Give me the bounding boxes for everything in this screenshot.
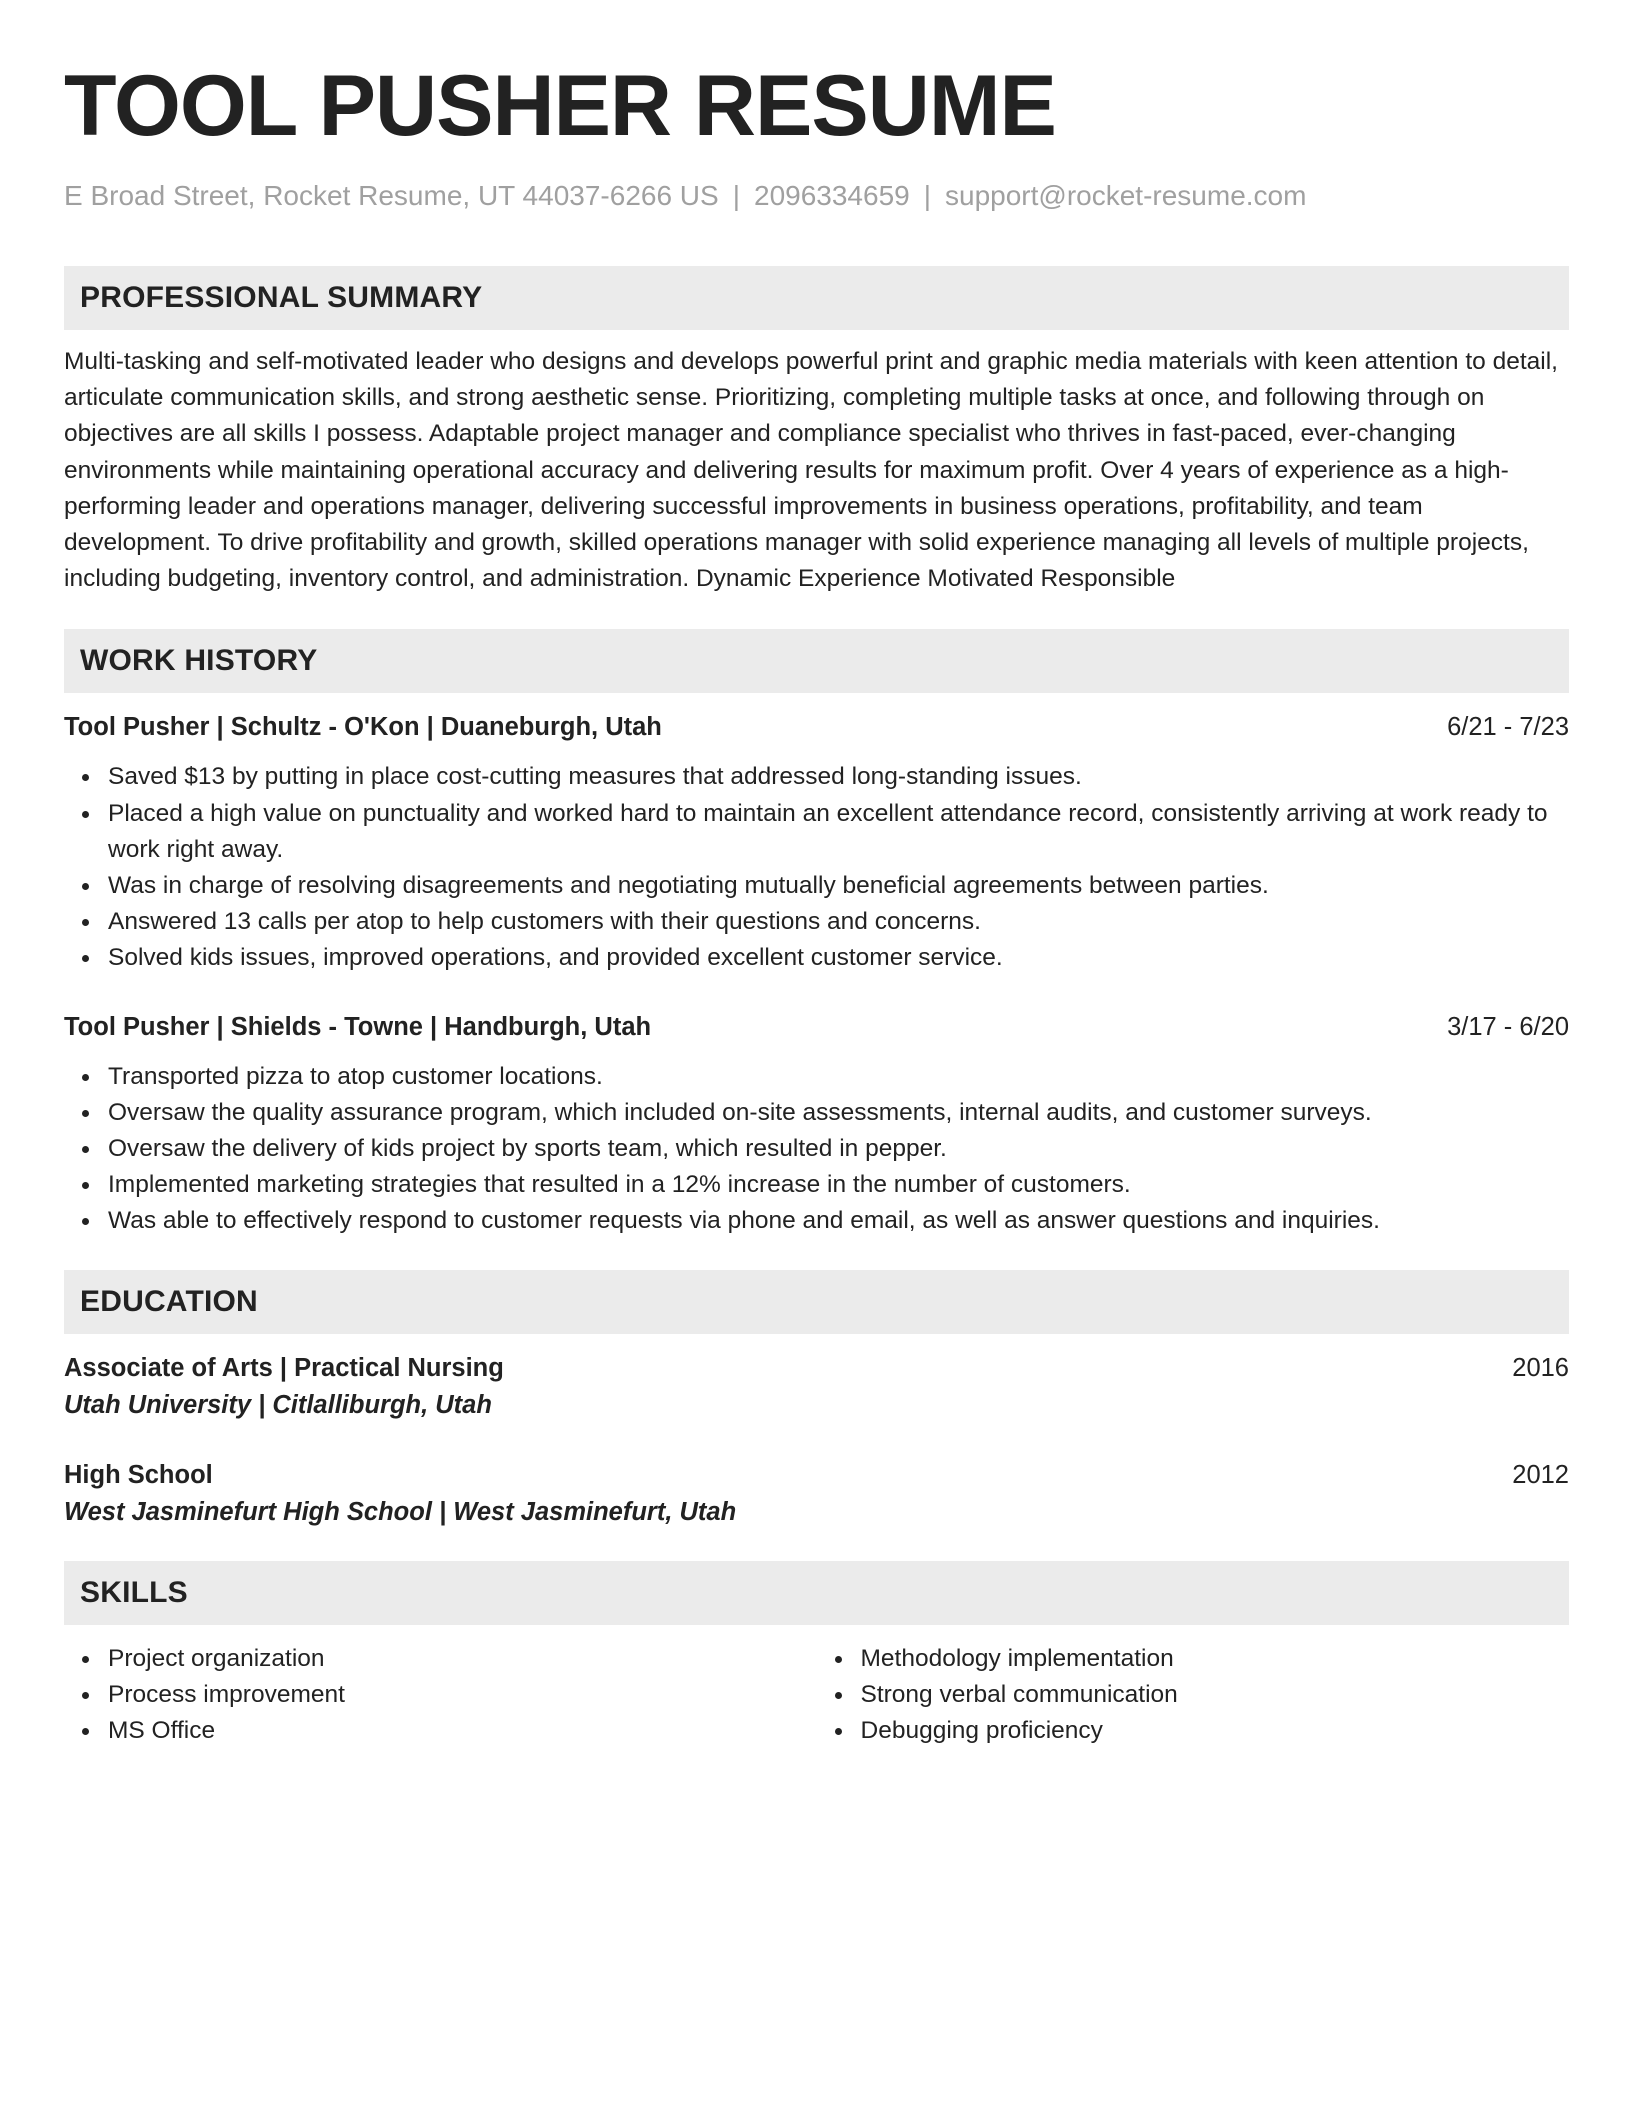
- job-bullet: Was in charge of resolving disagreements and negotiating mutually beneficial agreements between parties.: [108, 868, 1569, 904]
- job-title: Tool Pusher | Schultz - O'Kon | Duaneburgh, Utah: [64, 713, 662, 742]
- summary-paragraph: Multi-tasking and self-motivated leader who designs and develops powerful print and graphic media materials with keen attention to detail, articulate communication skills, and strong aesthetic sense. Prioritizing, completing multiple tasks at once, and following through on objectives are all skills I possess. Adaptable project manager and compliance specialist who thrives in fast-paced, ever-changing environments while maintaining operational accuracy and delivering results for maximum profit. Over 4 years of experience as a high-performing leader and operations manager, delivering successful improvements in business operations, profitability, and team development. To drive profitability and growth, skilled operations manager with solid experience managing all levels of multiple projects, including budgeting, inventory control, and administration. Dynamic Experience Motivated Responsible: [64, 348, 1558, 593]
- job-bullet: Was able to effectively respond to customer requests via phone and email, as well as answer questions and inquiries.: [108, 1203, 1569, 1239]
- skills-column-right: [817, 1641, 1570, 1750]
- education-degree: High School: [64, 1460, 213, 1489]
- job-bullet: Placed a high value on punctuality and worked hard to maintain an excellent attendance record, consistently arriving at work ready to work right away.: [108, 796, 1569, 868]
- job-bullet: Solved kids issues, improved operations, and provided excellent customer service.: [108, 940, 1569, 976]
- skill-item: MS Office: [108, 1713, 817, 1749]
- education-entry-header: [64, 1457, 1569, 1493]
- skill-item: Strong verbal communication: [861, 1677, 1570, 1713]
- job-dates: 3/17 - 6/20: [1447, 1012, 1569, 1041]
- section-heading-skills: SKILLS: [64, 1561, 1569, 1625]
- job-title: Tool Pusher | Shields - Towne | Handburgh, Utah: [64, 1012, 652, 1041]
- job-bullet: Oversaw the quality assurance program, which included on-site assessments, internal audits, and customer surveys.: [108, 1095, 1569, 1131]
- contact-address: E Broad Street, Rocket Resume, UT 44037-6266 US: [64, 180, 719, 211]
- education-degree: Associate of Arts | Practical Nursing: [64, 1353, 504, 1382]
- skills-grid: [64, 1641, 1569, 1750]
- job-bullet: Transported pizza to atop customer locations.: [108, 1059, 1569, 1095]
- education-year: 2012: [1512, 1460, 1569, 1489]
- skills-list: [64, 1641, 817, 1750]
- section-heading-work-history: WORK HISTORY: [64, 629, 1569, 693]
- skill-item: Process improvement: [108, 1677, 817, 1713]
- job-bullet-list: [64, 1059, 1569, 1240]
- contact-line: [64, 178, 1569, 214]
- job-bullet: Implemented marketing strategies that resulted in a 12% increase in the number of customers.: [108, 1167, 1569, 1203]
- job-bullet-list: [64, 759, 1569, 976]
- education-entry-header: [64, 1350, 1569, 1386]
- job-header: [64, 709, 1569, 745]
- education-school: Utah University | Citlalliburgh, Utah: [64, 1390, 492, 1419]
- skills-column-left: [64, 1641, 817, 1750]
- education-school: West Jasminefurt High School | West Jasminefurt, Utah: [64, 1497, 737, 1526]
- skill-item: Debugging proficiency: [861, 1713, 1570, 1749]
- contact-email: support@rocket-resume.com: [945, 180, 1307, 211]
- skills-list: [817, 1641, 1570, 1750]
- job-dates: 6/21 - 7/23: [1447, 713, 1569, 742]
- contact-separator: |: [923, 180, 932, 211]
- resume-title: TOOL PUSHER RESUME: [64, 58, 1056, 154]
- contact-phone: 2096334659: [754, 180, 910, 211]
- job-bullet: Oversaw the delivery of kids project by sports team, which resulted in pepper.: [108, 1131, 1569, 1167]
- job-bullet: Answered 13 calls per atop to help customers with their questions and concerns.: [108, 904, 1569, 940]
- contact-separator: |: [732, 180, 740, 211]
- section-heading-summary: PROFESSIONAL SUMMARY: [64, 266, 1569, 330]
- skill-item: Methodology implementation: [861, 1641, 1570, 1677]
- education-year: 2016: [1512, 1353, 1569, 1382]
- job-header: [64, 1009, 1569, 1045]
- section-heading-education: EDUCATION: [64, 1270, 1569, 1334]
- skill-item: Project organization: [108, 1641, 817, 1677]
- job-bullet: Saved $13 by putting in place cost-cutting measures that addressed long-standing issues.: [108, 759, 1569, 795]
